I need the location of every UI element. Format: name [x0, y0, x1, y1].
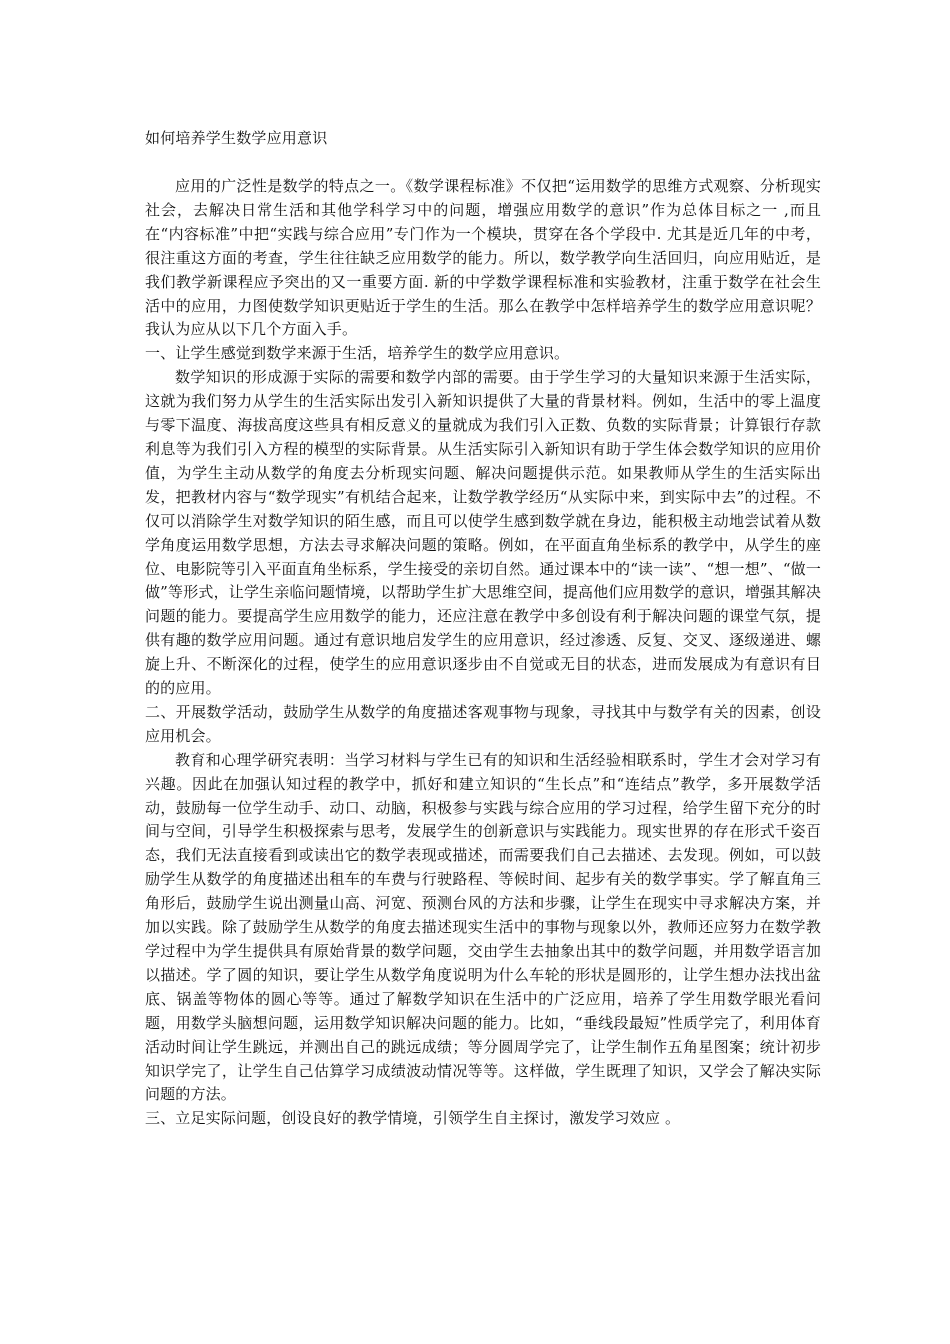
section-heading-2: 二、开展数学活动，鼓励学生从数学的角度描述客观事物与现象，寻找其中与数学有关的因素，创设应用机会。	[145, 702, 821, 745]
document-title: 如何培养学生数学应用意识	[145, 129, 328, 147]
section-1-paragraph: 数学知识的形成源于实际的需要和数学内部的需要。由于学生学习的大量知识来源于生活实际，这就为我们努力从学生的生活实际出发引入新知识提供了大量的背景材料。例如，生活中的零上温度与零下温度、海拔高度这些具有相反意义的量就成为我们引入正数、负数的实际背景；计算银行存款利息等为我们引入方程的模型的实际背景。从生活实际引入新知识有助于学生体会数学知识的应用价值，为学生主动从数学的角度去分析现实问题、解决问题提供示范。如果教师从学生的生活实际出发，把教材内容与“数学现实”有机结合起来，让数学教学经历“从实际中来，到实际中去”的过程。不仅可以消除学生对数学知识的陌生感，而且可以使学生感到数学就在身边，能积极主动地尝试着从数学角度运用数学思想，方法去寻求解决问题的策略。例如，在平面直角坐标系的教学中，从学生的座位、电影院等引入平面直角坐标系，学生接受的亲切自然。通过课本中的“读一读”、“想一想”、“做一做”等形式，让学生亲临问题情境，以帮助学生扩大思维空间，提高他们应用数学的意识，增强其解决问题的能力。要提高学生应用数学的能力，还应注意在教学中多创设有利于解决问题的课堂气氛，提供有趣的数学应用问题。通过有意识地启发学生的应用意识，经过渗透、反复、交叉、逐级递进、螺旋上升、不断深化的过程，使学生的应用意识逐步由不自觉或无目的状态，进而发展成为有意识有目的的应用。	[145, 368, 821, 698]
intro-paragraph: 应用的广泛性是数学的特点之一。《数学课程标准》不仅把“运用数学的思维方式观察、分析现实社会，去解决日常生活和其他学科学习中的问题，增强应用数学的意识”作为总体目标之一 ,而且在“内容标准”中把“实践与综合应用”专门作为一个模块，贯穿在各个学段中. 尤其是近几年的中考，很注重这方面的考查，学生往往缺乏应用数学的能力。所以，数学教学向生活回归，向应用贴近，是我们教学新课程应予突出的又一重要方面. 新的中学数学课程标准和实验教材，注重于数学在社会生活中的应用，力图使数学知识更贴近于学生的生活。那么在教学中怎样培养学生的数学应用意识呢？我认为应从以下几个方面入手。	[145, 177, 821, 339]
section-2-paragraph: 教育和心理学研究表明：当学习材料与学生已有的知识和生活经验相联系时，学生才会对学习有兴趣。因此在加强认知过程的教学中，抓好和建立知识的“生长点”和“连结点”教学，多开展数学活动，鼓励每一位学生动手、动口、动脑，积极参与实践与综合应用的学习过程，给学生留下充分的时间与空间，引导学生积极探索与思考，发展学生的创新意识与实践能力。现实世界的存在形式千姿百态，我们无法直接看到或读出它的数学表现或描述，而需要我们自己去描述、去发现。例如，可以鼓励学生从数学的角度描述出租车的车费与行驶路程、等候时间、起步有关的数学事实。学了解直角三角形后，鼓励学生说出测量山高、河宽、预测台风的方法和步骤，让学生在现实中寻求解决方案，并加以实践。除了鼓励学生从数学的角度去描述现实生活中的事物与现象以外，教师还应努力在数学教学过程中为学生提供具有原始背景的数学问题，交由学生去抽象出其中的数学问题，并用数学语言加以描述。学了圆的知识，要让学生从数学角度说明为什么车轮的形状是圆形的，让学生想办法找出盆底、锅盖等物体的圆心等等。通过了解数学知识在生活中的广泛应用，培养了学生用数学眼光看问题，用数学头脑想问题，运用数学知识解决问题的能力。比如，“垂线段最短”性质学完了，利用体育活动时间让学生跳远，并测出自己的跳远成绩；等分圆周学完了，让学生制作五角星图案；统计初步知识学完了，让学生自己估算学习成绩波动情况等等。这样做，学生既理了知识，又学会了解决实际问题的方法。	[145, 750, 821, 1104]
section-heading-1: 一、让学生感觉到数学来源于生活，培养学生的数学应用意识。	[145, 344, 570, 363]
section-heading-3: 三、立足实际问题，创设良好的教学情境，引领学生自主探讨，激发学习效应 。	[145, 1109, 681, 1128]
document-page	[145, 128, 821, 1131]
